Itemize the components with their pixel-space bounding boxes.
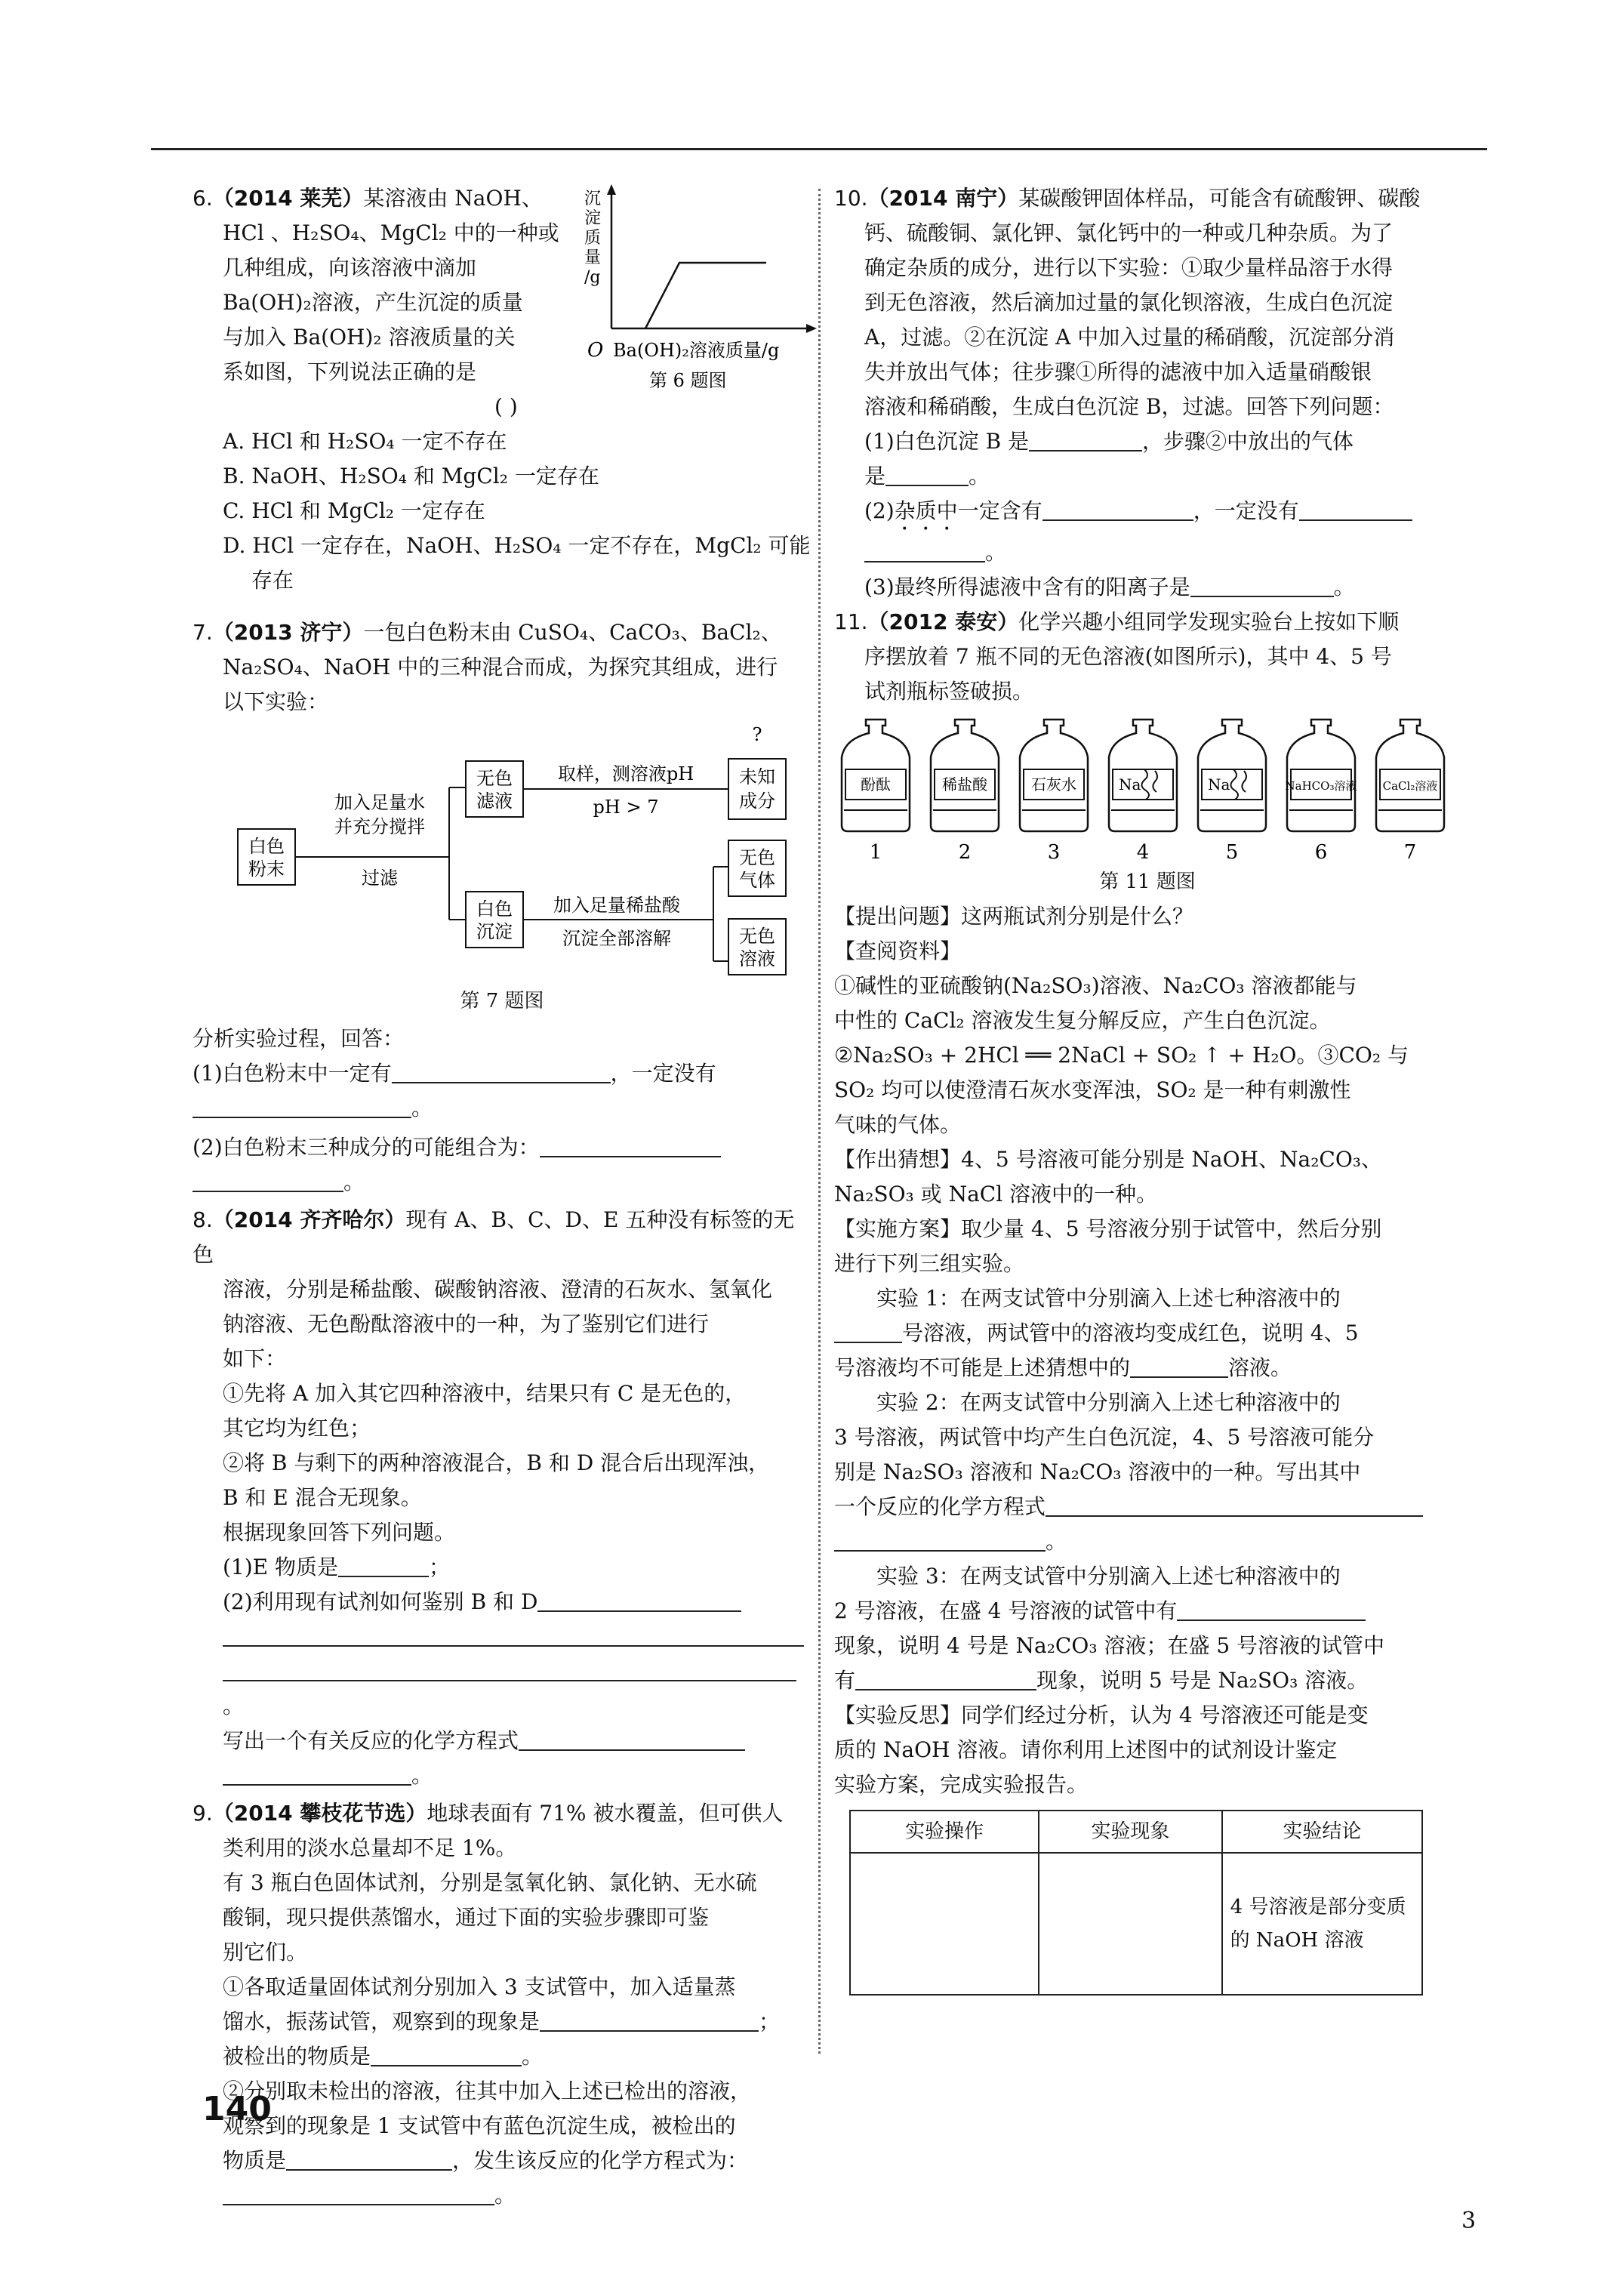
flow-step1-top-1: 加入足量水: [334, 792, 425, 813]
answer-blank[interactable]: [1177, 1597, 1366, 1621]
answer-blank[interactable]: [1029, 427, 1142, 451]
bottle-number: 1: [869, 841, 882, 864]
bottle-number: 4: [1136, 841, 1150, 864]
stem-line: 根据现象回答下列问题。: [223, 1520, 456, 1545]
period: 。: [1046, 1529, 1067, 1554]
experiment-line: [834, 1351, 1461, 1385]
answer-blank[interactable]: [519, 1727, 745, 1751]
answer-blank[interactable]: [834, 1527, 1046, 1552]
part-text: (1)白色粉末中一定有: [192, 1061, 392, 1086]
answer-cell-operation[interactable]: [850, 1853, 1039, 1995]
question-number: 11.: [834, 609, 868, 634]
question-source: （2014 南宁）: [867, 186, 1019, 211]
bottle-number: 7: [1403, 841, 1417, 864]
reagent-bottle-3: [1020, 720, 1088, 864]
experiment-line: 实验 1：在两支试管中分别滴入上述七种溶液中的: [876, 1286, 1341, 1311]
part-text: 被检出的物质是: [223, 2044, 371, 2069]
experiment-line: [834, 1490, 1461, 1524]
answer-blank[interactable]: [1046, 1493, 1423, 1517]
question-source: （2012 泰安）: [867, 609, 1019, 634]
section-line: 实验方案，完成实验报告。: [834, 1772, 1089, 1797]
stem-line: 失并放出气体；往步骤①所得的滤液中加入适量硝酸银: [864, 359, 1372, 384]
answer-blank[interactable]: [855, 1666, 1036, 1690]
section-line: 【查阅资料】: [834, 938, 962, 963]
q7-flowchart: [192, 720, 812, 976]
flow-test-bottom: pH > 7: [593, 797, 659, 818]
q8-line-blank: [192, 1620, 812, 1654]
part-text: (1)E 物质是: [223, 1555, 339, 1579]
section-line: 【实验反思】同学们经过分析，认为 4 号溶液还可能是变: [834, 1703, 1369, 1727]
option-b: B. NaOH、H₂SO₄ 和 MgCl₂ 一定存在: [223, 464, 599, 488]
section-line: SO₂ 均可以使澄清石灰水变浑浊，SO₂ 是一种有刺激性: [834, 1077, 1351, 1102]
reagent-bottle-5: [1198, 720, 1266, 864]
part-text: 2 号溶液，在盛 4 号溶液的试管中有: [834, 1598, 1178, 1623]
stem-line: 一包白色粉末由 CuSO₄、CaCO₃、BaCl₂、: [363, 620, 782, 645]
q8-part3: [192, 1724, 812, 1758]
right-column: [834, 181, 1461, 1996]
stem-line: 溶液和稀硝酸，生成白色沉淀 B，过滤。回答下列问题：: [864, 394, 1394, 419]
stem-line: 确定杂质的成分，进行以下实验：①取少量样品溶于水得: [864, 255, 1394, 280]
figure-caption: 第 7 题图: [460, 990, 544, 1012]
option-d: D. HCl 一定存在，NaOH、H₂SO₄ 一定不存在，MgCl₂ 可能: [223, 533, 811, 558]
stem-line: ②分别取未检出的溶液，往其中加入上述已检出的溶液，: [223, 2079, 752, 2103]
experiment-line: 实验 2：在两支试管中分别滴入上述七种溶液中的: [876, 1390, 1341, 1415]
flow-step1-bottom: 过滤: [362, 868, 398, 889]
section-line: 气味的气体。: [834, 1112, 962, 1137]
answer-blank[interactable]: [223, 1623, 804, 1647]
stem-line: 到无色溶液，然后滴加过量的氯化钡溶液，生成白色沉淀: [864, 290, 1394, 315]
q6-graph: [574, 181, 830, 396]
question-source: （2013 济宁）: [212, 620, 364, 645]
graph-y-arrow: [607, 184, 616, 195]
part-text: 溶液。: [1228, 1355, 1292, 1380]
part-text: ，一定没有: [1193, 498, 1299, 523]
answer-blank[interactable]: [338, 1553, 429, 1577]
bottle-label-text: Na: [1119, 775, 1141, 794]
period: 。: [343, 1170, 365, 1194]
answer-blank[interactable]: [864, 538, 985, 562]
experiment-line: [834, 1594, 1461, 1629]
question-source: （2014 攀枝花节选）: [212, 1801, 427, 1826]
part-text: ，步骤②中放出的气体: [1142, 429, 1354, 454]
q10-part3: [834, 570, 1461, 605]
stem-line: 序摆放着 7 瓶不同的无色溶液(如图所示)，其中 4、5 号: [864, 644, 1392, 669]
flow-test-top: 取样，测溶液pH: [557, 763, 694, 784]
bottle-label-text: 稀盐酸: [942, 775, 987, 794]
flow-solution-2: 溶液: [739, 948, 775, 969]
answer-blank[interactable]: [223, 1657, 796, 1681]
part-text: ，一定没有: [610, 1061, 716, 1086]
flow-solution-1: 无色: [739, 926, 775, 947]
experiment-line: [834, 1524, 1461, 1559]
stem-line: 酸铜，现只提供蒸馏水，通过下面的实验步骤即可鉴: [223, 1905, 710, 1930]
flow-gas-1: 无色: [739, 847, 775, 868]
section-line: 质的 NaOH 溶液。请你利用上述图中的试剂设计鉴定: [834, 1737, 1338, 1762]
option-d-cont: 存在: [251, 568, 294, 593]
experiment-line: 现象，说明 4 号是 Na₂CO₃ 溶液；在盛 5 号溶液的试管中: [834, 1633, 1385, 1658]
answer-blank[interactable]: [1130, 1354, 1228, 1378]
stem-line: 现有 A、B、C、D、E 五种没有标签的无色: [192, 1207, 795, 1267]
part-text: ，发生该反应的化学方程式为：: [452, 2148, 749, 2173]
reagent-bottle-4: [1109, 720, 1177, 864]
bottle-label-text: Na: [1208, 775, 1230, 794]
bottle-label-text: NaHCO₃溶液: [1285, 779, 1357, 793]
stem-line: 以下实验：: [223, 689, 329, 714]
question-number: 8.: [192, 1207, 213, 1232]
figure-caption: 第 6 题图: [649, 370, 727, 391]
question-source: （2014 齐齐哈尔）: [212, 1207, 406, 1232]
question-7: [192, 615, 812, 1200]
part-text: 号溶液，两试管中的溶液均变成红色，说明 4、5: [902, 1321, 1359, 1345]
section-line: Na₂SO₃ 或 NaCl 溶液中的一种。: [834, 1182, 1158, 1207]
answer-blank[interactable]: [885, 462, 969, 486]
flow-filtrate-1: 无色: [476, 768, 513, 789]
flow-gas-2: 气体: [739, 870, 775, 891]
bottle-label-text: CaCl₂溶液: [1382, 779, 1438, 793]
answer-blank[interactable]: [223, 2181, 494, 2205]
stem-line: 钠溶液、无色酚酞溶液中的一种，为了鉴别它们进行: [223, 1311, 710, 1336]
left-column: [192, 181, 812, 2213]
answer-paren: ( ): [494, 394, 518, 419]
bottle-label-text: 石灰水: [1031, 775, 1076, 794]
period: 。: [985, 540, 1007, 565]
stem-line: Ba(OH)₂溶液，产生沉淀的质量: [223, 290, 523, 315]
bottle-number: 5: [1225, 841, 1239, 864]
answer-blank[interactable]: [192, 1168, 343, 1192]
q7-part1: [192, 1056, 812, 1091]
experiment-line: [834, 1316, 1461, 1351]
section-line: 【实施方案】取少量 4、5 号溶液分别于试管中，然后分别: [834, 1216, 1382, 1241]
q9-line: [192, 2178, 812, 2213]
answer-cell-phenomenon[interactable]: [1039, 1853, 1222, 1995]
answer-blank[interactable]: [1299, 497, 1412, 521]
emphasis-text: 杂质中: [894, 498, 958, 523]
stem-line: B 和 E 混合无现象。: [223, 1485, 422, 1510]
q11-bottle-figure: [834, 715, 1461, 866]
stem-line: 系如图，下列说法正确的是: [223, 359, 477, 384]
q10-part2: [834, 494, 1461, 535]
page-number-book: 140: [202, 2090, 272, 2128]
reagent-bottle-1: [842, 720, 910, 864]
part-text: ；: [759, 2009, 781, 2034]
part-text: (3)最终所得滤液中含有的阳离子是: [864, 575, 1190, 599]
stem-line: 如下：: [223, 1346, 287, 1371]
q8-part2: [192, 1585, 812, 1620]
flow-unknown-2: 成分: [739, 791, 775, 812]
bottle-number: 2: [958, 841, 972, 864]
question-11: [834, 605, 1461, 1996]
stem-line: 观察到的现象是 1 支试管中有蓝色沉淀生成，被检出的: [223, 2113, 736, 2138]
bottle-number: 3: [1047, 841, 1061, 864]
part-text: ；: [429, 1555, 451, 1579]
flow-question: ?: [752, 724, 762, 745]
stem-line: 某碳酸钾固体样品，可能含有硫酸钾、碳酸: [1018, 186, 1421, 211]
answer-blank[interactable]: [540, 1133, 721, 1157]
part-text: 有: [834, 1668, 856, 1693]
analysis-line: 分析实验过程，回答：: [192, 1026, 405, 1051]
stem-line: 试剂瓶标签破损。: [864, 679, 1034, 704]
stem-line: 别它们。: [223, 1940, 308, 1965]
reagent-bottle-6: [1286, 720, 1357, 864]
q7-part2: [192, 1130, 812, 1165]
graph-x-arrow: [806, 324, 817, 333]
graph-y-label: 沉淀质量/g: [584, 190, 602, 287]
flow-start-1: 白色: [248, 836, 285, 857]
answer-blank[interactable]: [1042, 497, 1193, 521]
experiment-line: 实验 3：在两支试管中分别滴入上述七种溶液中的: [876, 1564, 1341, 1589]
part-text: (2): [864, 498, 895, 523]
flow-filtrate-2: 滤液: [476, 791, 513, 812]
page-number-sheet: 3: [1461, 2208, 1477, 2234]
flow-acid-bottom: 沉淀全部溶解: [562, 928, 671, 949]
stem-line: 地球表面有 71% 被水覆盖，但可供人: [427, 1801, 784, 1826]
question-8: [192, 1203, 812, 1793]
q9-line: [192, 2143, 812, 2178]
column-divider: [818, 189, 821, 2054]
stem-line: HCl 、H₂SO₄、MgCl₂ 中的一种或: [223, 220, 559, 245]
table-header: 实验操作: [850, 1811, 1039, 1853]
q10-part1-cont: [834, 459, 1461, 494]
question-number: 10.: [834, 186, 868, 211]
period: 。: [522, 2044, 544, 2069]
part-text: 现象，说明 5 号是 Na₂SO₃ 溶液。: [1036, 1668, 1369, 1693]
answer-blank[interactable]: [223, 1761, 411, 1786]
experiment-line: 别是 Na₂SO₃ 溶液和 Na₂CO₃ 溶液中的一种。写出其中: [834, 1459, 1361, 1484]
graph-x-label: Ba(OH)₂溶液质量/g: [613, 340, 780, 361]
section-line: ①碱性的亚硫酸钠(Na₂SO₃)溶液、Na₂CO₃ 溶液都能与: [834, 973, 1357, 998]
period: 。: [1333, 575, 1355, 599]
flow-step1-top-2: 并充分搅拌: [334, 816, 425, 837]
experiment-report-table: [849, 1810, 1423, 1996]
period: 。: [411, 1096, 433, 1120]
part-text: 是: [864, 464, 886, 488]
header-rule: [151, 148, 1487, 150]
stem-line: 钙、硫酸铜、氯化钾、氯化钙中的一种或几种杂质。为了: [864, 220, 1394, 245]
stem-line: 化学兴趣小组同学发现实验台上按如下顺: [1018, 609, 1400, 634]
period: 。: [223, 1693, 245, 1718]
part-text: 写出一个有关反应的化学方程式: [223, 1728, 519, 1753]
answer-blank[interactable]: [286, 2147, 452, 2171]
question-number: 7.: [192, 620, 213, 645]
period: 。: [411, 1763, 433, 1788]
stem-line: ①各取适量固体试剂分别加入 3 支试管中，加入适量蒸: [223, 1974, 736, 1999]
stem-line: 其它均为红色；: [223, 1416, 371, 1441]
section-line: ②Na₂SO₃ + 2HCl ══ 2NaCl + SO₂ ↑ + H₂O。③CO₂ 与: [834, 1043, 1409, 1068]
q9-line: [192, 2005, 812, 2039]
answer-blank[interactable]: [1190, 573, 1334, 597]
question-source: （2014 莱芜）: [212, 186, 364, 211]
table-conclusion: 4 号溶液是部分变质的 NaOH 溶液: [1222, 1853, 1422, 1995]
bottle-number: 6: [1314, 841, 1328, 864]
q8-part3-cont: [192, 1758, 812, 1793]
answer-blank[interactable]: [540, 2008, 759, 2032]
flow-precip-1: 白色: [476, 898, 513, 920]
q8-line-blank: [192, 1654, 812, 1724]
graph-origin: O: [587, 339, 604, 362]
section-line: 中性的 CaCl₂ 溶液发生复分解反应，产生白色沉淀。: [834, 1008, 1331, 1033]
part-text: 一个反应的化学方程式: [834, 1494, 1046, 1519]
answer-blank[interactable]: [192, 1094, 411, 1118]
answer-blank[interactable]: [834, 1319, 902, 1343]
question-9: [192, 1796, 812, 2213]
part-text: (1)白色沉淀 B 是: [864, 429, 1030, 454]
part-text: (2)白色粉末三种成分的可能组合为：: [192, 1135, 540, 1160]
table-header: 实验现象: [1039, 1811, 1222, 1853]
experiment-line: [834, 1663, 1461, 1698]
experiment-line: 3 号溶液，两试管中均产生白色沉淀，4、5 号溶液可能分: [834, 1425, 1375, 1450]
q10-part2-cont: [834, 535, 1461, 570]
flow-precip-2: 沉淀: [476, 921, 513, 942]
stem-line: Na₂SO₄、NaOH 中的三种混合而成，为探究其组成，进行: [223, 655, 778, 680]
question-number: 6.: [192, 186, 213, 211]
stem-line: ②将 B 与剩下的两种溶液混合，B 和 D 混合后出现浑浊，: [223, 1450, 770, 1475]
reagent-bottle-2: [931, 720, 999, 864]
section-line: 【作出猜想】4、5 号溶液可能分别是 NaOH、Na₂CO₃、: [834, 1147, 1383, 1172]
answer-blank[interactable]: [537, 1588, 741, 1612]
stem-line: 类利用的淡水总量却不足 1%。: [223, 1835, 517, 1860]
period: 。: [494, 2183, 516, 2208]
graph-curve: [645, 263, 766, 328]
stem-line: 有 3 瓶白色固体试剂，分别是氢氧化钠、氯化钠、无水硫: [223, 1870, 757, 1895]
question-10: [834, 181, 1461, 605]
part-text: (2)利用现有试剂如何鉴别 B 和 D: [223, 1589, 538, 1614]
stem-line: 溶液，分别是稀盐酸、碳酸钠溶液、澄清的石灰水、氢氧化: [223, 1277, 773, 1302]
option-a: A. HCl 和 H₂SO₄ 一定不存在: [223, 429, 507, 454]
stem-line: 与加入 Ba(OH)₂ 溶液质量的关: [223, 325, 516, 350]
figure-caption: 第 11 题图: [1099, 871, 1196, 893]
table-header: 实验结论: [1222, 1811, 1422, 1853]
section-line: 【提出问题】这两瓶试剂分别是什么？: [834, 904, 1194, 929]
section-line: 进行下列三组实验。: [834, 1251, 1025, 1276]
reagent-bottle-7: [1376, 720, 1444, 864]
q7-part1-cont: [192, 1091, 812, 1126]
part-text: 馏水，振荡试管，观察到的现象是: [223, 2009, 540, 2034]
answer-blank[interactable]: [371, 2042, 522, 2066]
stem-line: 某溶液由 NaOH、: [363, 186, 543, 211]
part-text: 一定含有: [957, 498, 1042, 523]
part-text: 号溶液均不可能是上述猜想中的: [834, 1355, 1131, 1380]
bottle-label-text: 酚酞: [861, 775, 891, 794]
flow-acid-top: 加入足量稀盐酸: [553, 895, 680, 916]
period: 。: [969, 464, 990, 488]
question-number: 9.: [192, 1801, 213, 1826]
flow-start-2: 粉末: [248, 858, 285, 880]
flow-unknown-1: 未知: [739, 766, 775, 787]
q10-part1: [834, 424, 1461, 459]
stem-line: 几种组成，向该溶液中滴加: [223, 255, 477, 280]
stem-line: A，过滤。②在沉淀 A 中加入过量的稀硝酸，沉淀部分消: [864, 325, 1395, 350]
question-6: [192, 181, 812, 608]
stem-line: ①先将 A 加入其它四种溶液中，结果只有 C 是无色的，: [223, 1381, 747, 1406]
answer-blank[interactable]: [392, 1059, 611, 1083]
option-c: C. HCl 和 MgCl₂ 一定存在: [223, 498, 485, 523]
q8-part1: [192, 1550, 812, 1585]
q7-part2-cont: [192, 1165, 812, 1200]
part-text: 物质是: [223, 2148, 287, 2173]
q9-line: [192, 2039, 812, 2074]
